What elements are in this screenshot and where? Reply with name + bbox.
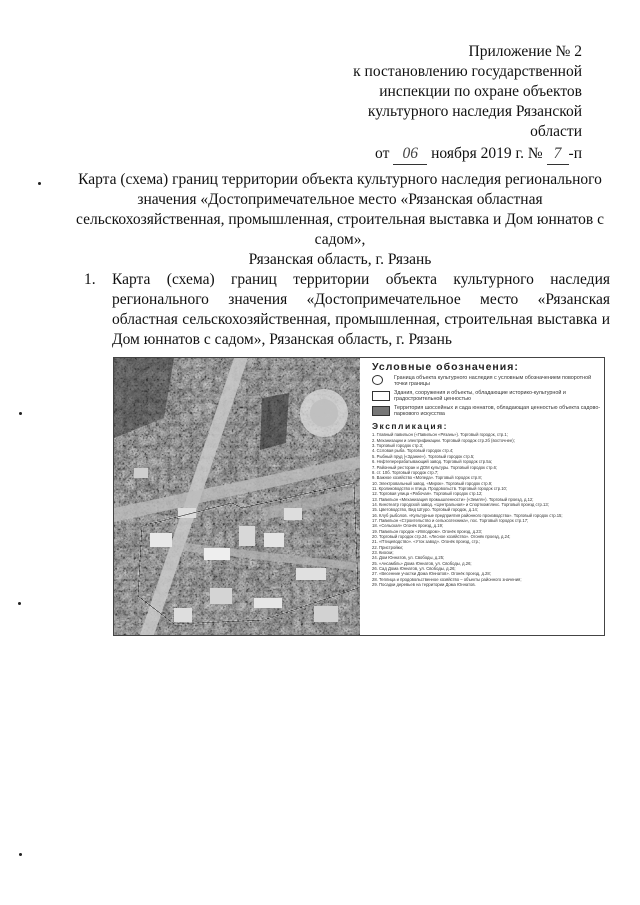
list-item: 17. Павильон «Строительство и сельхозтехника», пос. Торговый городок стр.17; xyxy=(372,517,529,523)
list-item: 12. Торговая улица «Рабочая». Торговый городок стр.12; xyxy=(372,491,483,497)
doc-number-handwritten: 7 xyxy=(547,144,569,165)
list-item: 22. Пристройки; xyxy=(372,544,404,550)
doc-suffix: -п xyxy=(568,145,582,162)
list-item: 1. Главный павильон («Павильон «Рязань»). Торговый городок, стр.1; xyxy=(372,432,508,438)
list-item: 25. «Ансамбль» Дома Юннатов, ул. Свободы, д.26; xyxy=(372,560,472,566)
date-line xyxy=(312,144,582,165)
list-item xyxy=(84,270,610,350)
list-item: 29. Посадки деревьев на территории Дома Юннатов. xyxy=(372,582,476,588)
list-item: 10. Электровальный завод. «Мирок». Торговый городок стр.9; xyxy=(372,480,493,486)
explication-list xyxy=(372,432,598,587)
margin-mark xyxy=(38,182,41,185)
title-line: сельскохозяйственная, промышленная, строительная выставка и Дом юннатов с xyxy=(76,211,604,228)
legend-title: Условные обозначения: xyxy=(372,361,519,373)
list-item: 9. Важное хозяйство «Мопеда». Торговый городок стр.8; xyxy=(372,475,482,481)
list-item: 18. «Сельская» Огонёк проезд, д.19; xyxy=(372,523,444,529)
map-legend xyxy=(366,358,602,635)
appendix-header xyxy=(312,42,582,165)
legend-entry-garden xyxy=(372,405,602,418)
date-rest: ноября 2019 г. № xyxy=(431,145,543,162)
explication-title: Экспликация: xyxy=(372,421,448,432)
building-symbol-icon xyxy=(372,391,390,401)
list-item: 3. Торговый городок стр.3; xyxy=(372,443,424,449)
title-line: значения «Достопримечательное место «Рязанская областная xyxy=(137,191,543,208)
item-number: 1. xyxy=(84,271,96,288)
legend-entry-text: Здания, сооружения и объекты, обладающие историко-культурной и градостроительной ценностью xyxy=(394,389,566,403)
margin-mark xyxy=(19,412,22,415)
document-title xyxy=(70,170,610,270)
legend-entry-text: Территория шоссейных и сада юннатов, обладающая ценностью объекта садово-паркового искусства xyxy=(394,404,601,418)
list-item: 5. Рыбный пруд («Здание»). Торговый городок стр.5; xyxy=(372,453,475,459)
list-item: 8. ст. 10б. Торговый городок стр.7; xyxy=(372,469,439,475)
margin-mark xyxy=(19,853,22,856)
list-item: 28. Теплица и продовольственное хозяйство – объекты районного значения; xyxy=(372,576,522,582)
garden-territory-icon xyxy=(372,406,390,416)
list-item: 20. Торговый городок стр.24. «Лесное хозяйство». Огонёк проезд, д.24; xyxy=(372,533,511,539)
list-item: 24. Дом Юннатов, ул. Свободы, д.25; xyxy=(372,555,445,561)
appendix-number: Приложение № 2 xyxy=(468,43,582,60)
list-item: 13. Павильон «Механизация промышленности» («Земля»). Торговый проезд, д.12; xyxy=(372,496,534,502)
title-line: Карта (схема) границ территории объекта культурного наследия регионального xyxy=(78,171,602,188)
list-item: 6. Нефтеперерабатывающий завод. Торговый городок стр.5а; xyxy=(372,459,493,465)
list-item: 11. Кролиководство и птица. Продовольств. Торговый городок стр.10; xyxy=(372,485,508,491)
legend-entry-buildings xyxy=(372,390,602,403)
date-prefix: от xyxy=(375,145,390,162)
legend-entry-text: Граница объекта культурного наследия с условным обозначением поворотной точки границы xyxy=(394,375,592,388)
list-item: 19. Павильон городок «Ипподром». Огонёк проезд, д.23; xyxy=(372,528,483,534)
legend-entry-boundary xyxy=(372,375,602,388)
date-day-handwritten: 06 xyxy=(393,144,427,165)
header-line: культурного наследия Рязанской xyxy=(367,103,582,120)
title-line: Рязанская область, г. Рязань xyxy=(248,251,432,268)
header-line: инспекции по охране объектов xyxy=(379,83,582,100)
list-item: 16. Клуб рыболов. «Культурные предприятия районного производства». Торговый городок стр.15; xyxy=(372,512,563,518)
header-line: области xyxy=(530,123,582,140)
map-scheme xyxy=(113,357,605,636)
list-item: 15. Цветоводство, Вид Штуро. Торговый городок, д.14; xyxy=(372,507,479,513)
header-line: к постановлению государственной xyxy=(353,63,582,80)
list-item: 2. Механизации и электрификации. Торговый городок стр.2б (восточнее); xyxy=(372,437,515,443)
list-item: 27. «Весенние участки Дома Юннатов». Огонёк проезд, д.28; xyxy=(372,571,491,577)
list-item: 23. Киоски; xyxy=(372,550,394,555)
list-item: 14. Кинотеатр городской завод. «Центральная» и Спорткомплекс. Торговый проезд стр.13; xyxy=(372,501,549,507)
list-item: 21. «Птицеводство». «Уток завод». Огонёк проезд, стр.; xyxy=(372,539,481,545)
aerial-photo xyxy=(114,358,360,635)
list-item: 4. Ссловая рыба. Торговый городок стр.4; xyxy=(372,448,454,454)
title-line: садом», xyxy=(314,231,366,248)
boundary-point-icon xyxy=(372,375,383,385)
margin-mark xyxy=(18,602,21,605)
item-text: Карта (схема) границ территории объекта культурного наследия регионального значения «Достопримечательное место «Рязанская областная сельскохозяйственная, промышленная, строительная выставка и Дом юннатов с садом», Рязанская область, г. Рязань xyxy=(112,271,610,348)
list-item: 26. Сад Дома Юннатов, ул. Свободы, д.26; xyxy=(372,566,456,572)
list-item: 7. Районный ресторан и ДОМ культуры. Торговый городок стр.6; xyxy=(372,464,498,470)
